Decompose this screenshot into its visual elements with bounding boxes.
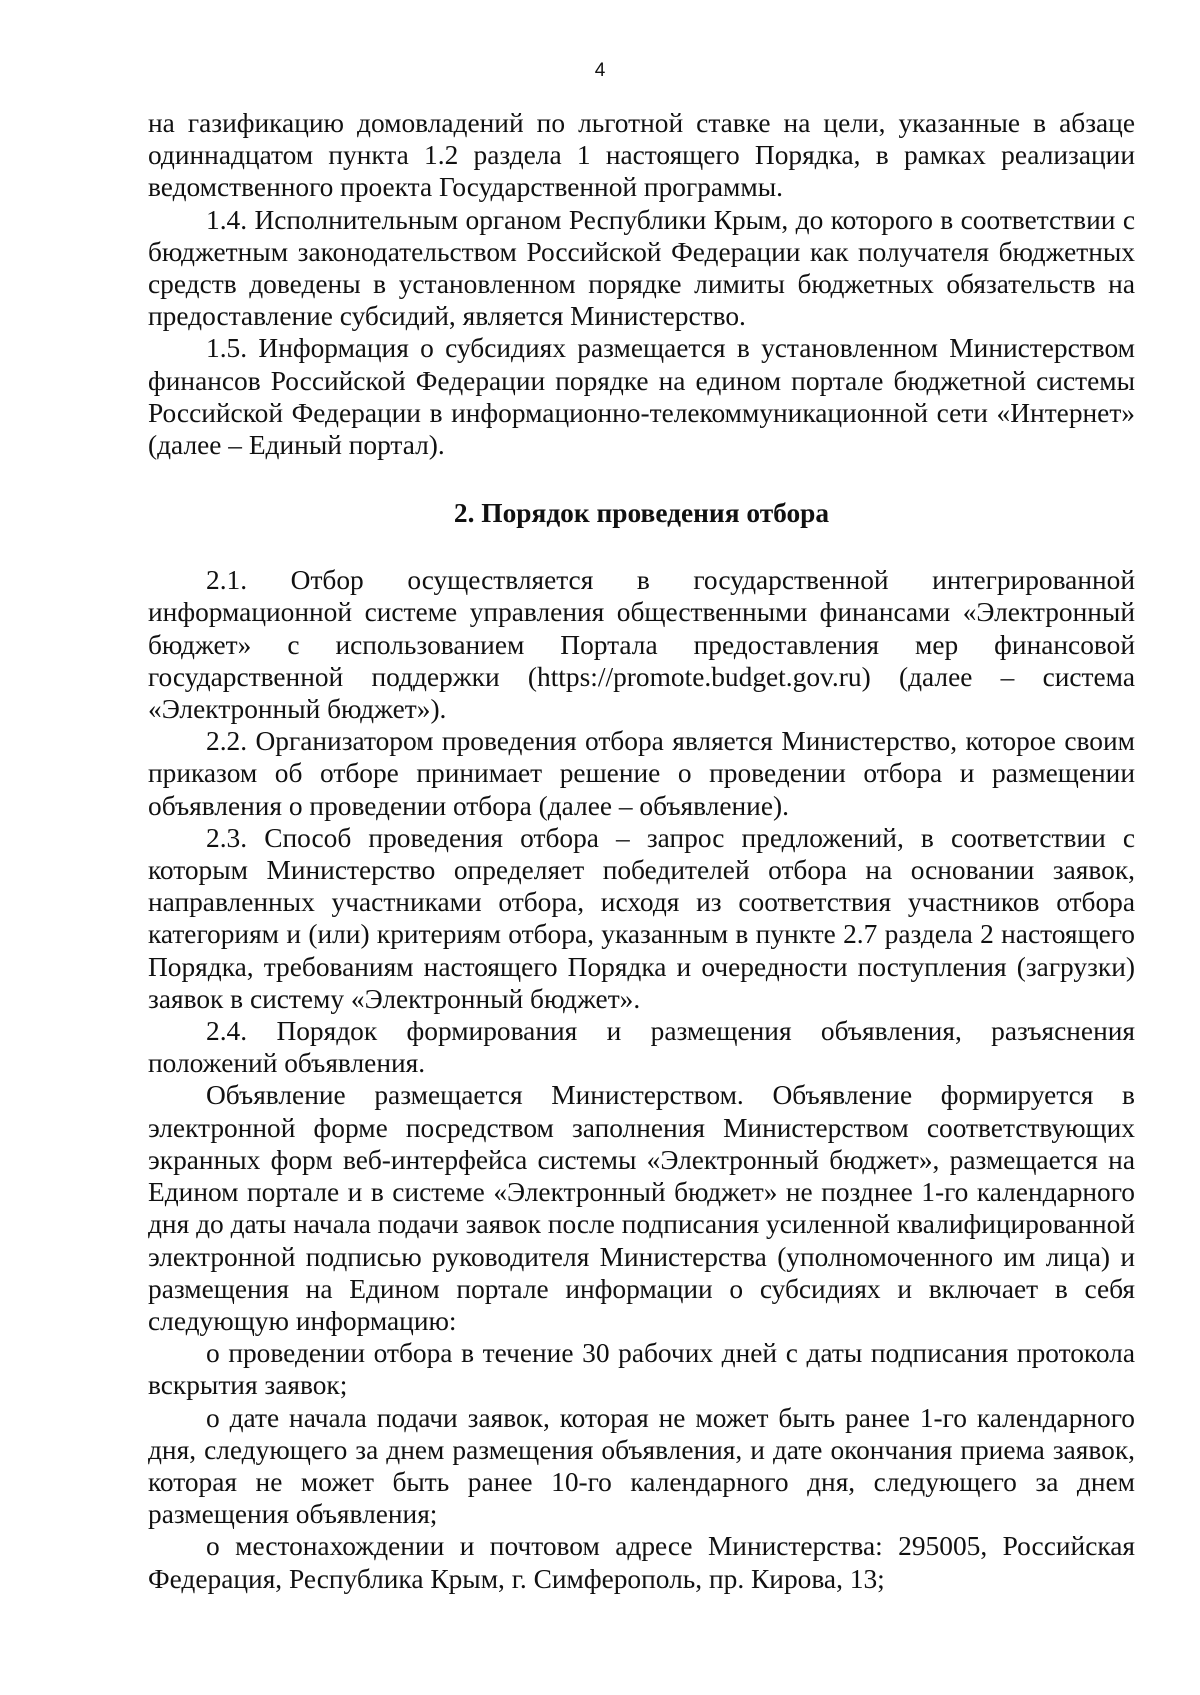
paragraph-2-3: 2.3. Способ проведения отбора – запрос предложений, в соответствии с которым Министерство определяет победителей отбора на основании заявок, направленных участниками отбора, исходя из соответствия участников отбора категориям и (или) критериям отбора, указанным в пункте 2.7 раздела 2 настоящего Порядка, требованиям настоящего Порядка и очередности поступления (загрузки) заявок в систему «Электронный бюджет». (148, 822, 1135, 1014)
section-2-heading: 2. Порядок проведения отбора (453, 498, 830, 529)
paragraph-2-2: 2.2. Организатором проведения отбора является Министерство, которое своим приказом об отборе принимает решение о проведении отбора и размещении объявления о проведении отбора (далее – объявление). (148, 726, 1135, 821)
paragraph-1-4: 1.4. Исполнительным органом Республики Крым, до которого в соответствии с бюджетным законодательством Российской Федерации как получателя бюджетных средств доведены в установленном порядке лимиты бюджетных обязательств на предоставление субсидий, является Министерство. (148, 204, 1135, 332)
list-item-ministry-address: о местонахождении и почтовом адресе Министерства: 295005, Российская Федерация, Республика Крым, г. Симферополь, пр. Кирова, 13; (148, 1531, 1135, 1594)
paragraph-1-5: 1.5. Информация о субсидиях размещается в установленном Министерством финансов Российской Федерации порядке на едином портале бюджетной системы Российской Федерации в информационно-телекоммуникационной сети «Интернет» (далее – Единый портал). (148, 333, 1135, 461)
paragraph-announcement: Объявление размещается Министерством. Объявление формируется в электронной форме посредством заполнения Министерством соответствующих экранных форм веб-интерфейса системы «Электронный бюджет», размещается на Едином портале и в системе «Электронный бюджет» не позднее 1-го календарного дня до даты начала подачи заявок после подписания усиленной квалифицированной электронной подписью руководителя Министерства (уполномоченного им лица) и размещения на Едином портале информации о субсидиях и включает в себя следующую информацию: (148, 1080, 1135, 1336)
paragraph-2-4: 2.4. Порядок формирования и размещения объявления, разъяснения положений объявления. (148, 1016, 1135, 1079)
intro-paragraph: на газификацию домовладений по льготной ставке на цели, указанные в абзаце одиннадцатом пункта 1.2 раздела 1 настоящего Порядка, в рамках реализации ведомственного проекта Государственной программы. (148, 108, 1135, 203)
paragraph-2-1: 2.1. Отбор осуществляется в государственной интегрированной информационной системе управления общественными финансами «Электронный бюджет» с использованием Портала предоставления мер финансовой государственной поддержки (https://promote.budget.gov.ru) (далее – система «Электронный бюджет»). (148, 565, 1135, 725)
list-item-application-dates: о дате начала подачи заявок, которая не может быть ранее 1-го календарного дня, следующего за днем размещения объявления, и дате окончания приема заявок, которая не может быть ранее 10-го календарного дня, следующего за днем размещения объявления; (148, 1402, 1135, 1530)
document-body (148, 107, 1135, 1595)
page-number: 4 (594, 60, 606, 81)
list-item-selection-period: о проведении отбора в течение 30 рабочих дней с даты подписания протокола вскрытия заявок; (148, 1338, 1135, 1401)
